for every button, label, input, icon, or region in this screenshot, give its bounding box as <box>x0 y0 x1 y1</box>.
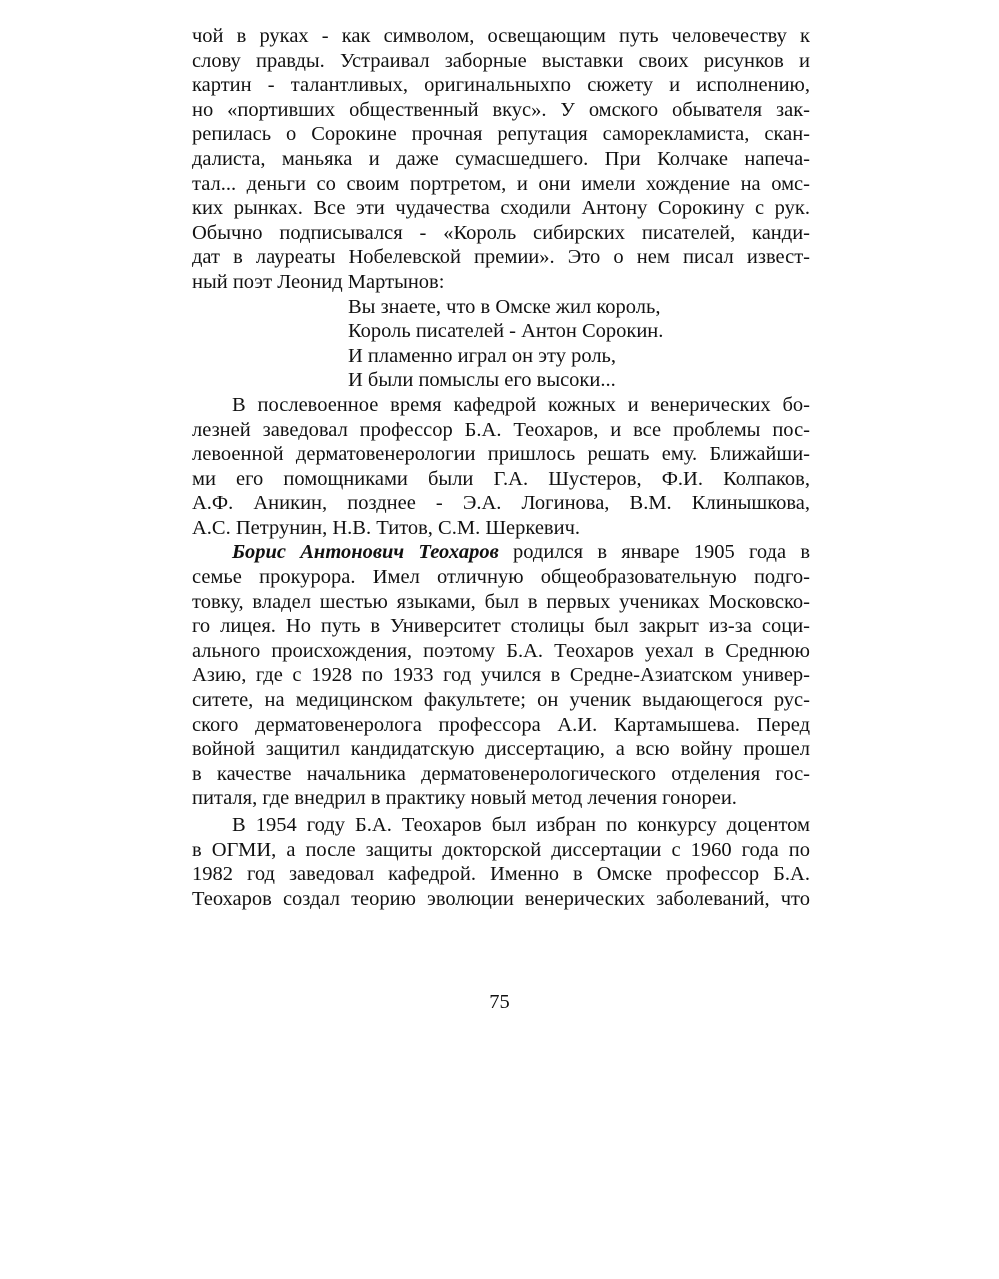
paragraph-biography <box>192 540 810 811</box>
text-line <box>192 540 810 565</box>
paragraph-postwar <box>192 393 810 541</box>
text-line: в ОГМИ, а после защиты докторской диссертации с 1960 года по <box>192 838 810 861</box>
text-line: В 1954 году Б.А. Теохаров был избран по конкурсу доцентом <box>232 814 810 836</box>
text-line: ких рынках. Все эти чудачества сходили Антону Сорокину с рук. <box>192 197 810 220</box>
text-line: 1982 год заведовал кафедрой. Именно в Омске профессор Б.А. <box>192 863 810 886</box>
text-line: Теохаров создал теорию эволюции венерических заболеваний, что <box>192 887 810 910</box>
text-line: войной защитил кандидатскую диссертацию, а всю войну прошел <box>192 738 810 761</box>
text-line: ситете, на медицинском факультете; он ученик выдающегося рус- <box>192 689 810 712</box>
text-line: го лицея. Но путь в Университет столицы был закрыт из-за соци- <box>192 615 810 638</box>
page-body <box>192 24 810 911</box>
text-line: В послевоенное время кафедрой кожных и венерических бо- <box>232 393 810 416</box>
text-line: дат в лауреаты Нобелевской премии». Это о нем писал извест- <box>192 246 810 269</box>
text-line: картин - талантливых, оригинальныхпо сюжету и исполнению, <box>192 74 810 97</box>
text-line: питаля, где внедрил в практику новый метод лечения гонореи. <box>192 787 737 810</box>
text-line: слову правды. Устраивал заборные выставки своих рисунков и <box>192 49 810 72</box>
paragraph-intro <box>192 24 810 295</box>
text-line: А.Ф. Аникин, позднее - Э.А. Логинова, В.М. Клинышкова, <box>192 492 810 515</box>
person-name: Борис Антонович Теохаров <box>232 541 499 564</box>
text-line: ми его помощниками были Г.А. Шустеров, Ф.И. Колпаков, <box>192 467 810 490</box>
text-line: в качестве начальника дерматовенерологического отделения гос- <box>192 762 810 785</box>
text-line: чой в руках - как символом, освещающим путь человечеству к <box>192 25 810 47</box>
text-line: левоенной дерматовенерологии пришлось решать ему. Ближайши- <box>192 443 810 466</box>
poem-quote <box>192 295 810 393</box>
poem-line: Вы знаете, что в Омске жил король, <box>348 295 661 318</box>
text-line: товку, владел шестью языками, был в первых учениках Московско- <box>192 590 810 613</box>
poem-line: Король писателей - Антон Сорокин. <box>348 320 664 343</box>
text-line: Обычно подписывался - «Король сибирских писателей, канди- <box>192 221 810 244</box>
text-line: Азию, где с 1928 по 1933 год учился в Средне-Азиатском универ- <box>192 664 810 687</box>
page-number: 75 <box>489 991 510 1013</box>
text-line: ального происхождения, поэтому Б.А. Теохаров уехал в Среднюю <box>192 639 810 662</box>
text-line: семье прокурора. Имел отличную общеобразовательную подго- <box>192 566 810 589</box>
text-fragment: родился в январе 1905 года в <box>498 541 810 564</box>
text-line: репилась о Сорокине прочная репутация саморекламиста, скан- <box>192 123 810 146</box>
text-line: но «портивших общественный вкус». У омского обывателя зак- <box>192 98 810 121</box>
text-line: ского дерматовенеролога профессора А.И. Картамышева. Перед <box>192 713 810 736</box>
text-line: далиста, маньяка и даже сумасшедшего. При Колчаке напеча- <box>192 147 810 170</box>
text-line: лезней заведовал профессор Б.А. Теохаров, и все проблемы пос- <box>192 418 810 441</box>
paragraph-career <box>192 813 810 911</box>
poem-line: И были помыслы его высоки... <box>348 369 616 392</box>
poem-line: И пламенно играл он эту роль, <box>348 344 617 367</box>
text-line: ный поэт Леонид Мартынов: <box>192 270 445 293</box>
text-line: тал... деньги со своим портретом, и они имели хождение на омс- <box>192 172 810 195</box>
text-line: А.С. Петрунин, Н.В. Титов, С.М. Шеркевич. <box>192 516 580 539</box>
